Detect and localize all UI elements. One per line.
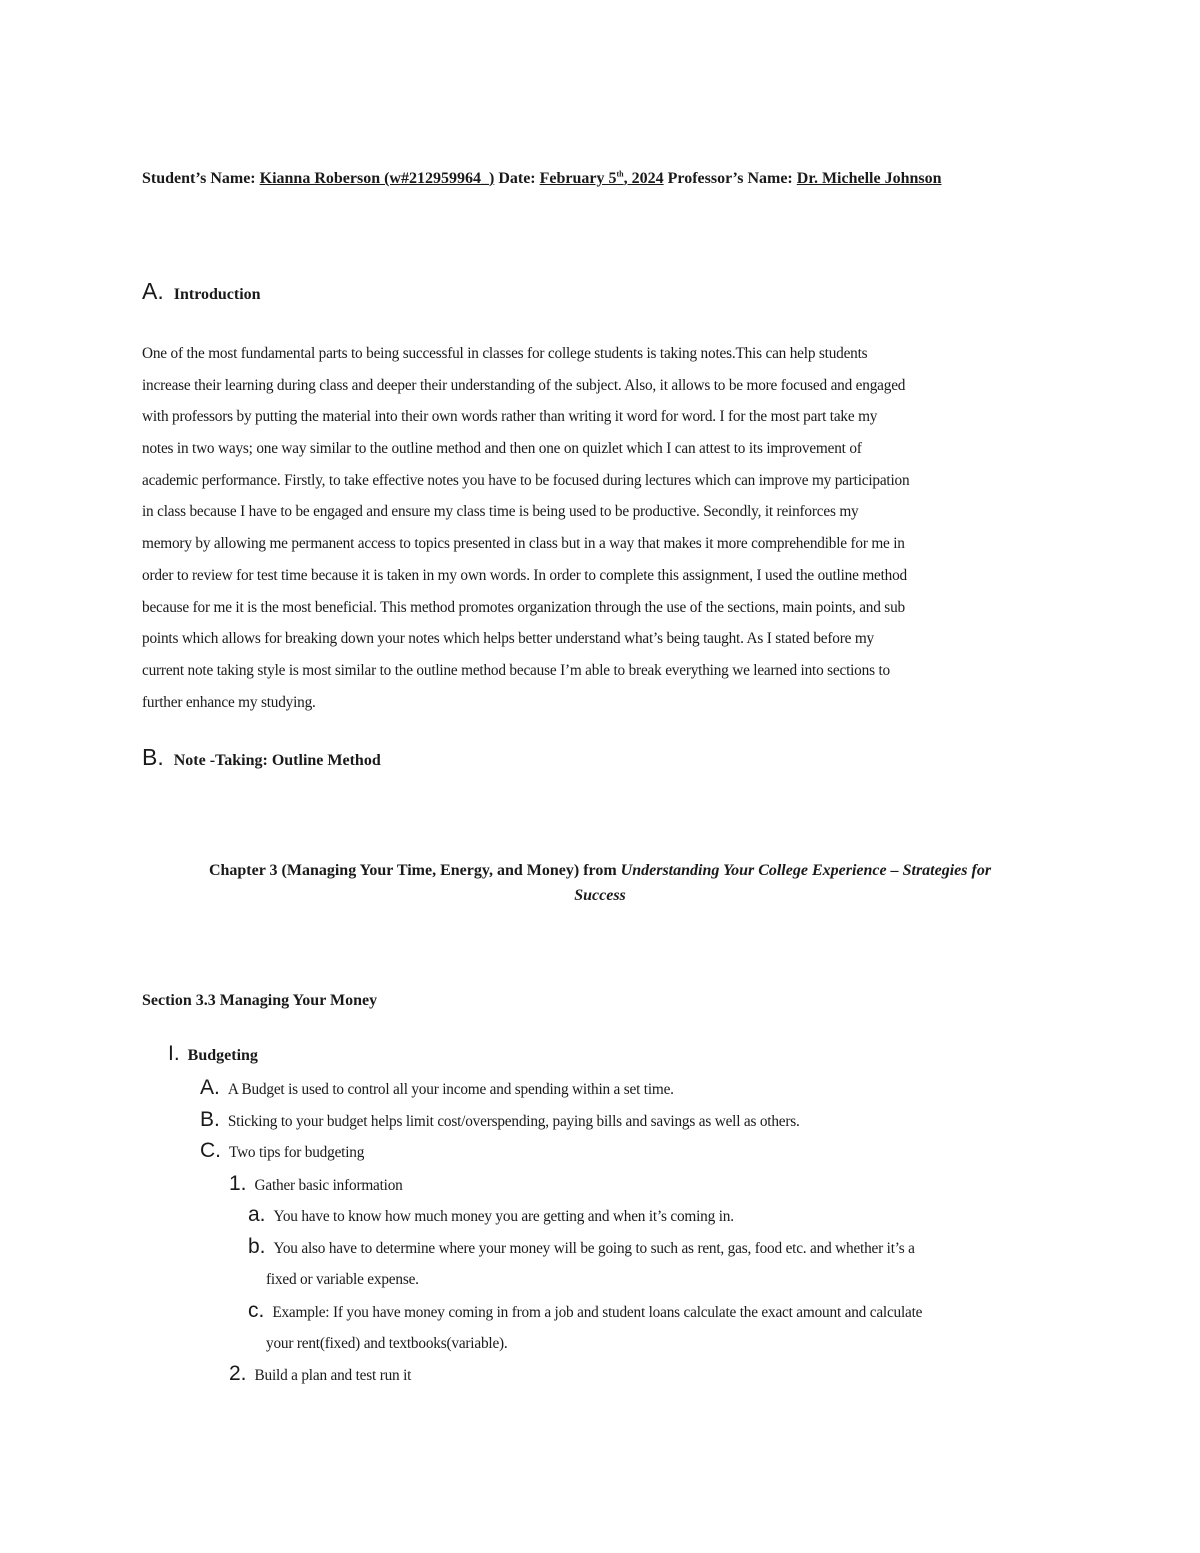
heading-introduction xyxy=(142,278,261,305)
book-title-line1: Understanding Your College Experience – Strategies for xyxy=(620,862,992,879)
paragraph-line: further enhance my studying. xyxy=(142,693,316,711)
outline-text: Budgeting xyxy=(187,1047,258,1064)
introduction-paragraph xyxy=(142,338,1062,718)
heading-title-note-taking: Note -Taking: Outline Method xyxy=(173,752,381,769)
outline-marker: A. xyxy=(200,1076,220,1099)
outline-text: Example: If you have money coming in from a job and student loans calculate the exact amount and calculate xyxy=(272,1304,923,1321)
heading-marker-b: B. xyxy=(142,744,164,770)
outline-marker: I. xyxy=(168,1042,180,1065)
outline-marker: C. xyxy=(200,1139,221,1162)
outline-item-1b-continuation: fixed or variable expense. xyxy=(266,1271,419,1288)
date-suffix: th xyxy=(616,169,624,179)
professor-name: Dr. Michelle Johnson xyxy=(796,170,942,187)
outline-item-a xyxy=(200,1076,674,1100)
outline-text: You have to know how much money you are getting and when it’s coming in. xyxy=(273,1208,734,1225)
header-line xyxy=(142,170,1062,188)
outline-marker: B. xyxy=(200,1108,220,1131)
student-name: Kianna Roberson (w#212959964_) xyxy=(259,170,495,187)
date-value xyxy=(540,170,664,187)
date-label: Date: xyxy=(498,170,536,187)
paragraph-line: with professors by putting the material into their own words rather than writing it word for word. I for the most part take my xyxy=(142,408,878,426)
date-main: February 5 xyxy=(539,170,617,187)
outline-marker: b. xyxy=(248,1235,266,1258)
paragraph-line: academic performance. Firstly, to take effective notes you have to be focused during lectures which can improve my participation xyxy=(142,471,910,489)
paragraph-line: current note taking style is most similar to the outline method because I’m able to break everything we learned into sections to xyxy=(142,661,890,679)
outline-marker: 1. xyxy=(229,1172,247,1195)
paragraph-line: because for me it is the most beneficial. This method promotes organization through the use of the sections, main points, and sub xyxy=(142,598,905,616)
outline-text: A Budget is used to control all your income and spending within a set time. xyxy=(227,1081,674,1098)
section-title: Section 3.3 Managing Your Money xyxy=(142,992,378,1009)
outline-item-1a xyxy=(248,1203,734,1227)
outline-item-c xyxy=(200,1139,364,1163)
outline-marker: c. xyxy=(248,1299,265,1322)
date-year: , 2024 xyxy=(623,170,664,187)
outline-item-1c xyxy=(248,1299,922,1323)
professor-label: Professor’s Name: xyxy=(667,170,793,187)
paragraph-line: in class because I have to be engaged and ensure my class time is being used to be productive. Secondly, it reinforces my xyxy=(142,503,859,521)
outline-text: Two tips for budgeting xyxy=(229,1144,365,1161)
book-title-line2: Success xyxy=(574,887,626,904)
outline-item-b xyxy=(200,1108,800,1132)
paragraph-line: points which allows for breaking down your notes which helps better understand what’s being taught. As I stated before my xyxy=(142,630,874,648)
outline-text: Build a plan and test run it xyxy=(254,1367,412,1384)
outline-text: Gather basic information xyxy=(254,1177,403,1194)
student-label: Student’s Name: xyxy=(142,170,256,187)
outline-text: You also have to determine where your money will be going to such as rent, gas, food etc. and whether it’s a xyxy=(273,1240,915,1257)
outline-item-i xyxy=(168,1042,258,1066)
chapter-title xyxy=(142,858,1058,908)
paragraph-line: order to review for test time because it is taken in my own words. In order to complete this assignment, I used the outline method xyxy=(142,566,908,584)
chapter-prefix: Chapter 3 (Managing Your Time, Energy, and Money) from xyxy=(208,862,621,879)
outline-item-1b xyxy=(248,1235,915,1259)
heading-title-introduction: Introduction xyxy=(173,286,261,303)
outline-text: Sticking to your budget helps limit cost/overspending, paying bills and savings as well as others. xyxy=(227,1113,800,1130)
paragraph-line: notes in two ways; one way similar to the outline method and then one on quizlet which I can attest to its improvement of xyxy=(142,440,862,458)
outline-item-1c-continuation: your rent(fixed) and textbooks(variable). xyxy=(266,1335,508,1352)
paragraph-line: increase their learning during class and deeper their understanding of the subject. Also, it allows to be more focused and engaged xyxy=(142,376,906,394)
heading-marker-a: A. xyxy=(142,278,164,304)
paragraph-line: memory by allowing me permanent access to topics presented in class but in a way that makes it more comprehendible for me in xyxy=(142,535,905,553)
outline-marker: 2. xyxy=(229,1362,247,1385)
paragraph-line: One of the most fundamental parts to being successful in classes for college students is taking notes.This can help students xyxy=(142,345,868,362)
outline-item-2 xyxy=(229,1362,411,1386)
heading-note-taking xyxy=(142,744,381,771)
outline-item-1 xyxy=(229,1172,403,1196)
outline-marker: a. xyxy=(248,1203,266,1226)
